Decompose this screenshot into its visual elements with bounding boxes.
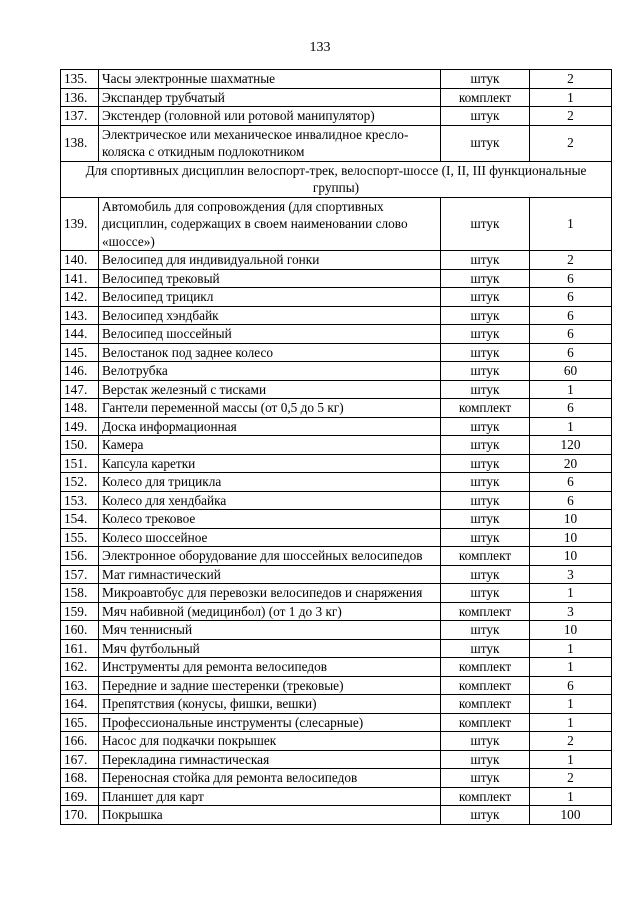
row-number: 139.: [61, 197, 99, 251]
item-unit: штук: [441, 269, 530, 288]
item-name: Камера: [99, 436, 441, 455]
item-quantity: 10: [530, 528, 612, 547]
item-name: Мяч футбольный: [99, 639, 441, 658]
item-quantity: 1: [530, 88, 612, 107]
item-unit: комплект: [441, 88, 530, 107]
item-quantity: 1: [530, 787, 612, 806]
row-number: 151.: [61, 454, 99, 473]
item-quantity: 10: [530, 621, 612, 640]
row-number: 159.: [61, 602, 99, 621]
table-row: [61, 197, 612, 251]
item-unit: штук: [441, 343, 530, 362]
item-unit: штук: [441, 125, 530, 161]
item-quantity: 6: [530, 473, 612, 492]
row-number: 147.: [61, 380, 99, 399]
item-quantity: 10: [530, 547, 612, 566]
item-quantity: 2: [530, 732, 612, 751]
item-unit: штук: [441, 436, 530, 455]
item-name: Велостанок под заднее колесо: [99, 343, 441, 362]
item-quantity: 1: [530, 713, 612, 732]
item-quantity: 120: [530, 436, 612, 455]
item-unit: штук: [441, 806, 530, 825]
table-row: [61, 380, 612, 399]
row-number: 170.: [61, 806, 99, 825]
item-name: Микроавтобус для перевозки велосипедов и снаряжения: [99, 584, 441, 603]
item-unit: штук: [441, 473, 530, 492]
item-unit: комплект: [441, 713, 530, 732]
row-number: 137.: [61, 107, 99, 126]
item-name: Мяч набивной (медицинбол) (от 1 до 3 кг): [99, 602, 441, 621]
table-row: [61, 343, 612, 362]
row-number: 167.: [61, 750, 99, 769]
row-number: 148.: [61, 399, 99, 418]
item-quantity: 6: [530, 288, 612, 307]
item-unit: штук: [441, 491, 530, 510]
item-unit: комплект: [441, 602, 530, 621]
item-unit: комплект: [441, 658, 530, 677]
item-unit: комплект: [441, 547, 530, 566]
table-row: [61, 269, 612, 288]
item-quantity: 1: [530, 584, 612, 603]
item-unit: штук: [441, 306, 530, 325]
item-unit: штук: [441, 362, 530, 381]
item-quantity: 6: [530, 491, 612, 510]
row-number: 156.: [61, 547, 99, 566]
item-unit: штук: [441, 417, 530, 436]
item-name: Велосипед для индивидуальной гонки: [99, 251, 441, 270]
row-number: 158.: [61, 584, 99, 603]
item-unit: штук: [441, 750, 530, 769]
row-number: 149.: [61, 417, 99, 436]
row-number: 160.: [61, 621, 99, 640]
item-unit: штук: [441, 197, 530, 251]
table-row: [61, 510, 612, 529]
table-row: [61, 750, 612, 769]
item-unit: штук: [441, 769, 530, 788]
table-row: [61, 732, 612, 751]
item-name: Велосипед трицикл: [99, 288, 441, 307]
row-number: 168.: [61, 769, 99, 788]
item-quantity: 60: [530, 362, 612, 381]
item-quantity: 6: [530, 306, 612, 325]
item-quantity: 20: [530, 454, 612, 473]
item-unit: штук: [441, 251, 530, 270]
table-row: [61, 602, 612, 621]
table-body-a: [61, 70, 612, 162]
table-row: [61, 491, 612, 510]
table-row: [61, 676, 612, 695]
item-quantity: 1: [530, 417, 612, 436]
item-quantity: 6: [530, 325, 612, 344]
table-row: [61, 584, 612, 603]
table-row: [61, 325, 612, 344]
item-quantity: 1: [530, 639, 612, 658]
item-quantity: 6: [530, 343, 612, 362]
item-quantity: 10: [530, 510, 612, 529]
row-number: 154.: [61, 510, 99, 529]
item-name: Экстендер (головной или ротовой манипулятор): [99, 107, 441, 126]
item-name: Автомобиль для сопровождения (для спортивных дисциплин, содержащих в своем наименовании слово «шоссе»): [99, 197, 441, 251]
item-name: Велосипед трековый: [99, 269, 441, 288]
item-name: Насос для подкачки покрышек: [99, 732, 441, 751]
table-row: [61, 70, 612, 89]
item-unit: штук: [441, 528, 530, 547]
item-unit: комплект: [441, 676, 530, 695]
row-number: 140.: [61, 251, 99, 270]
row-number: 135.: [61, 70, 99, 89]
row-number: 145.: [61, 343, 99, 362]
table-row: [61, 473, 612, 492]
row-number: 153.: [61, 491, 99, 510]
item-name: Велосипед шоссейный: [99, 325, 441, 344]
item-unit: штук: [441, 107, 530, 126]
item-unit: комплект: [441, 695, 530, 714]
page-number: 133: [309, 40, 331, 55]
item-name: Планшет для карт: [99, 787, 441, 806]
row-number: 165.: [61, 713, 99, 732]
row-number: 169.: [61, 787, 99, 806]
row-number: 161.: [61, 639, 99, 658]
equipment-table: [60, 69, 612, 825]
section-heading: Для спортивных дисциплин велоспорт-трек, велоспорт-шоссе (I, II, III функциональные группы): [61, 161, 612, 197]
item-unit: комплект: [441, 787, 530, 806]
item-quantity: 2: [530, 107, 612, 126]
table-row: [61, 288, 612, 307]
table-body-b: [61, 197, 612, 824]
row-number: 142.: [61, 288, 99, 307]
item-name: Мяч теннисный: [99, 621, 441, 640]
item-unit: штук: [441, 454, 530, 473]
table-row: [61, 713, 612, 732]
item-unit: комплект: [441, 399, 530, 418]
table-row: [61, 769, 612, 788]
item-unit: штук: [441, 380, 530, 399]
row-number: 157.: [61, 565, 99, 584]
item-unit: штук: [441, 325, 530, 344]
item-name: Перекладина гимнастическая: [99, 750, 441, 769]
item-name: Колесо для хендбайка: [99, 491, 441, 510]
item-name: Инструменты для ремонта велосипедов: [99, 658, 441, 677]
table-row: [61, 399, 612, 418]
item-name: Переносная стойка для ремонта велосипедов: [99, 769, 441, 788]
item-quantity: 3: [530, 602, 612, 621]
item-name: Капсула каретки: [99, 454, 441, 473]
table-row: [61, 658, 612, 677]
item-unit: штук: [441, 70, 530, 89]
item-quantity: 2: [530, 70, 612, 89]
row-number: 150.: [61, 436, 99, 455]
row-number: 136.: [61, 88, 99, 107]
item-name: Колесо шоссейное: [99, 528, 441, 547]
item-unit: штук: [441, 584, 530, 603]
table-row: [61, 362, 612, 381]
item-quantity: 2: [530, 125, 612, 161]
row-number: 162.: [61, 658, 99, 677]
item-name: Покрышка: [99, 806, 441, 825]
section-heading-row: [61, 161, 612, 197]
table-row: [61, 454, 612, 473]
item-quantity: 6: [530, 269, 612, 288]
item-quantity: 2: [530, 769, 612, 788]
item-unit: штук: [441, 732, 530, 751]
item-name: Электрическое или механическое инвалидное кресло-коляска с откидным подлокотником: [99, 125, 441, 161]
item-unit: штук: [441, 639, 530, 658]
table-row: [61, 639, 612, 658]
item-quantity: 2: [530, 251, 612, 270]
item-name: Передние и задние шестеренки (трековые): [99, 676, 441, 695]
item-quantity: 100: [530, 806, 612, 825]
row-number: 166.: [61, 732, 99, 751]
item-name: Электронное оборудование для шоссейных велосипедов: [99, 547, 441, 566]
table-row: [61, 787, 612, 806]
item-quantity: 6: [530, 676, 612, 695]
item-name: Мат гимнастический: [99, 565, 441, 584]
item-name: Профессиональные инструменты (слесарные): [99, 713, 441, 732]
item-quantity: 1: [530, 197, 612, 251]
item-unit: штук: [441, 565, 530, 584]
item-name: Велотрубка: [99, 362, 441, 381]
row-number: 143.: [61, 306, 99, 325]
row-number: 146.: [61, 362, 99, 381]
table-row: [61, 251, 612, 270]
row-number: 144.: [61, 325, 99, 344]
table-row: [61, 621, 612, 640]
row-number: 163.: [61, 676, 99, 695]
section-heading-body: [61, 161, 612, 197]
table-row: [61, 88, 612, 107]
row-number: 155.: [61, 528, 99, 547]
table-row: [61, 806, 612, 825]
item-name: Верстак железный с тисками: [99, 380, 441, 399]
item-name: Часы электронные шахматные: [99, 70, 441, 89]
item-name: Колесо для трицикла: [99, 473, 441, 492]
item-quantity: 1: [530, 658, 612, 677]
table-row: [61, 565, 612, 584]
table-row: [61, 306, 612, 325]
table-row: [61, 528, 612, 547]
item-quantity: 1: [530, 380, 612, 399]
item-unit: штук: [441, 288, 530, 307]
table-row: [61, 695, 612, 714]
item-name: Гантели переменной массы (от 0,5 до 5 кг): [99, 399, 441, 418]
row-number: 141.: [61, 269, 99, 288]
table-row: [61, 436, 612, 455]
item-name: Препятствия (конусы, фишки, вешки): [99, 695, 441, 714]
item-quantity: 6: [530, 399, 612, 418]
item-quantity: 1: [530, 695, 612, 714]
table-row: [61, 417, 612, 436]
item-quantity: 1: [530, 750, 612, 769]
table-row: [61, 125, 612, 161]
item-name: Велосипед хэндбайк: [99, 306, 441, 325]
item-quantity: 3: [530, 565, 612, 584]
table-row: [61, 547, 612, 566]
item-name: Экспандер трубчатый: [99, 88, 441, 107]
row-number: 152.: [61, 473, 99, 492]
item-name: Доска информационная: [99, 417, 441, 436]
row-number: 138.: [61, 125, 99, 161]
table-row: [61, 107, 612, 126]
item-name: Колесо трековое: [99, 510, 441, 529]
item-unit: штук: [441, 510, 530, 529]
row-number: 164.: [61, 695, 99, 714]
item-unit: штук: [441, 621, 530, 640]
